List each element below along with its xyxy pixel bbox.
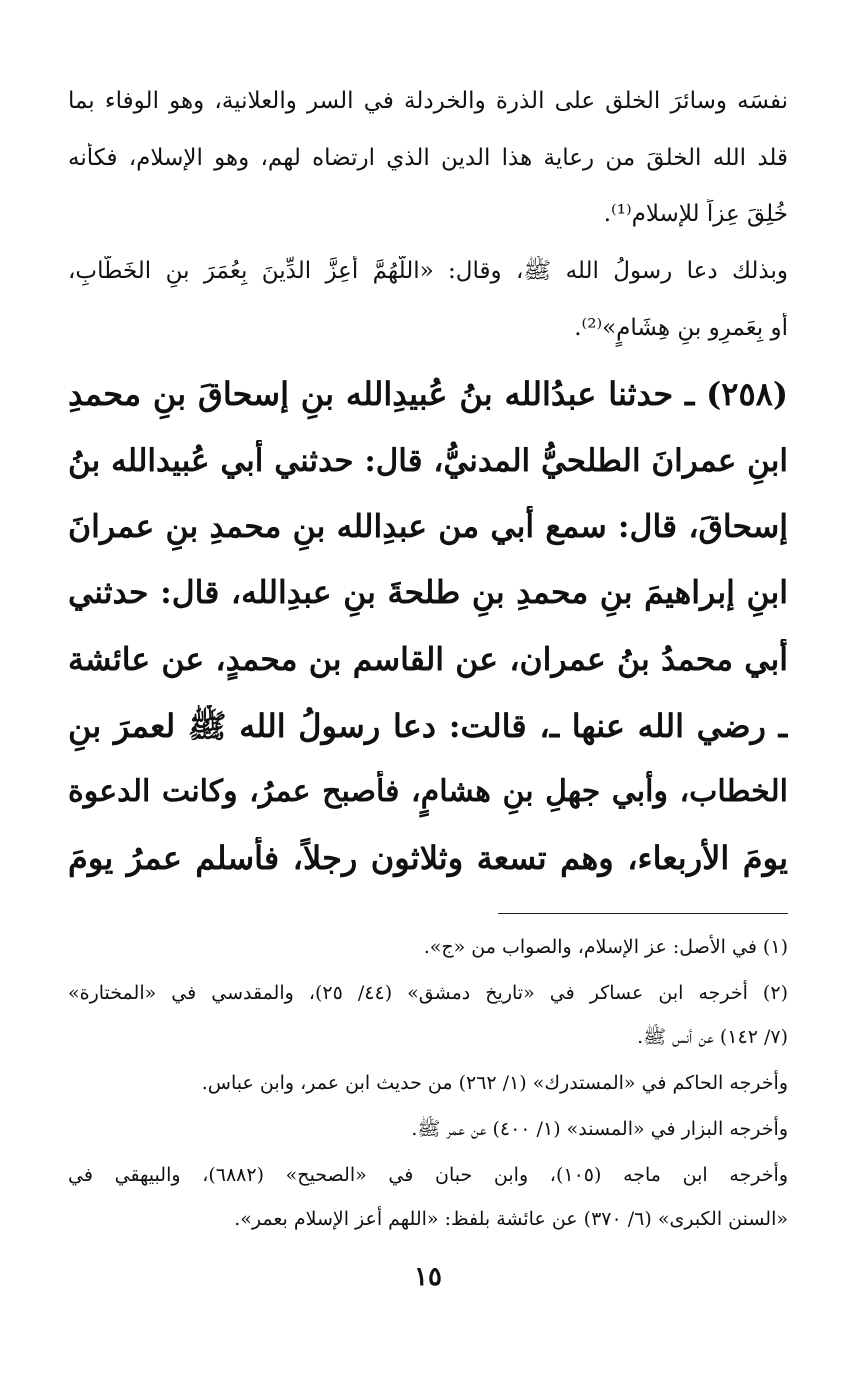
footnote-line: (٧/ ١٤٢) عن أنس ﷺ. [637, 1026, 788, 1048]
hadith-line: الخطاب، وأبي جهلِ بنِ هشامٍ، فأصبح عمرُ، وكانت الدعوة [68, 774, 788, 809]
hadith-line: ابنِ إبراهيمَ بنِ محمدِ بنِ طلحةَ بنِ عبدِالله، قال: حدثني [68, 574, 788, 611]
footnote-line: (٢) أخرجه ابن عساكر في «تاريخ دمشق» (٤٤/ ٢٥)، والمقدسي في «المختارة» [68, 982, 788, 1004]
footnote-divider [498, 913, 788, 914]
hadith-line: أبي محمدُ بنُ عمران، عن القاسم بن محمدٍ، عن عائشة [68, 641, 788, 678]
footnote-line: وأخرجه الحاكم في «المستدرك» (١/ ٢٦٢) من حديث ابن عمر، وابن عباس. [201, 1072, 788, 1094]
intro-line: نفسَه وسائرَ الخلق على الذرة والخردلة في السر والعلانية، وهو الوفاء بما [68, 88, 788, 114]
footnote-line: «السنن الكبرى» (٦/ ٣٧٠) عن عائشة بلفظ: «اللهم أعز الإسلام بعمر». [234, 1208, 788, 1230]
intro-line: قلد الله الخلقَ من رعاية هذا الدين الذي ارتضاه لهم، وهو الإسلام، فكأنه [68, 145, 788, 171]
intro-line: وبذلك دعا رسولُ الله ﷺ، وقال: «اللَّهُمَّ أَعِزَّ الدِّينَ بِعُمَرَ بنِ الخَطَّابِ، [68, 258, 788, 284]
hadith-line: إسحاقَ، قال: سمع أبي من عبدِالله بنِ محمدِ بنِ عمرانَ [68, 508, 788, 545]
hadith-line: ـ رضي الله عنها ـ، قالت: دعا رسولُ الله ﷺ لعمرَ بنِ [68, 707, 788, 745]
hadith-line: ابنِ عمرانَ الطلحيُّ المدنيُّ، قال: حدثني أبي عُبيدالله بنُ [68, 443, 788, 479]
intro-line: أَو بِعَمرِو بنِ هِشَامٍ»⁽²⁾. [574, 315, 788, 341]
page-number: ١٥ [414, 1262, 442, 1292]
intro-line: خُلِقَ عِزاً للإسلام⁽¹⁾. [603, 201, 788, 227]
footnote-line: (١) في الأصل: عز الإسلام، والصواب من «ج». [423, 936, 788, 958]
hadith-line: يومَ الأربعاء، وهم تسعة وثلاثون رجلاً، فأسلم عمرُ يومَ [68, 839, 788, 877]
footnote-line: وأخرجه ابن ماجه (١٠٥)، وابن حبان في «الصحيح» (٦٨٨٢)، والبيهقي في [68, 1164, 788, 1186]
footnote-line: وأخرجه البزار في «المسند» (١/ ٤٠٠) عن عمر ﷺ. [411, 1118, 788, 1140]
hadith-line: (٢٥٨) ـ حدثنا عبدُالله بنُ عُبيدِالله بنِ إسحاقَ بنِ محمدِ [68, 375, 788, 413]
